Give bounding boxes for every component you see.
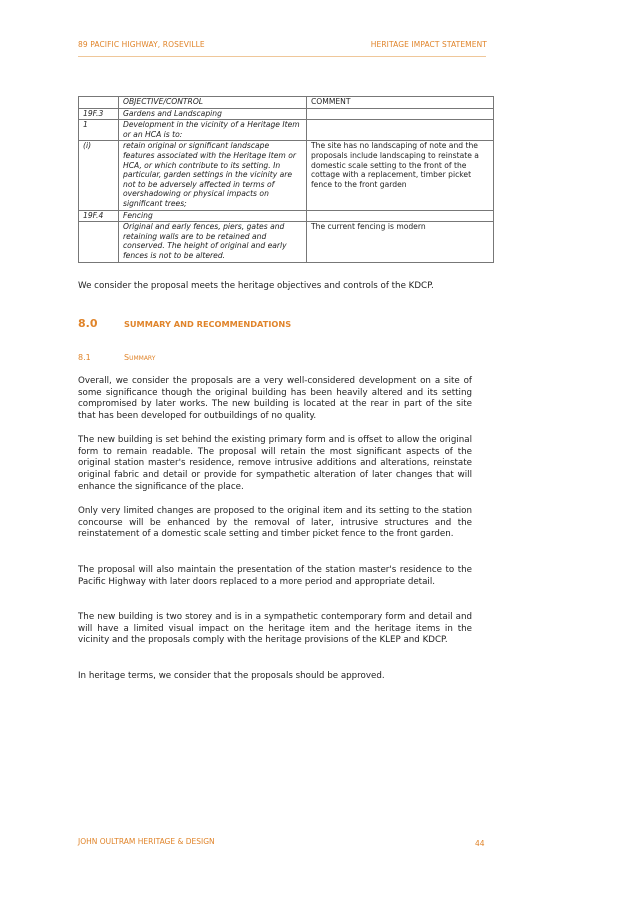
paragraph-two-storey: The new building is two storey and is in a sympathetic contemporary form and detail and will have a limited visual impact on the heritage item and the heritage items in the vicinity and the proposals comply with the heritage provisions of the KLEP and KDCP. bbox=[78, 612, 472, 646]
controls-table bbox=[78, 96, 494, 263]
table-row bbox=[79, 108, 494, 120]
row-objective: retain original or significant landscape features associated with the Heritage Item or HCA, or which contribute to its setting. In particular, garden settings in the vicinity are not to be adversely affected in terms of overshadowing or physical impacts on significant trees; bbox=[119, 141, 307, 210]
row-comment bbox=[307, 120, 494, 141]
table-header-row bbox=[79, 97, 494, 109]
row-comment bbox=[307, 210, 494, 222]
column-header-objective: OBJECTIVE/CONTROL bbox=[119, 97, 307, 109]
paragraph-conclusion: In heritage terms, we consider that the proposals should be approved. bbox=[78, 671, 385, 681]
row-id: 19F.4 bbox=[79, 210, 119, 222]
section-number: 8.0 bbox=[78, 317, 98, 330]
row-objective: Gardens and Landscaping bbox=[119, 108, 307, 120]
column-header-comment: COMMENT bbox=[307, 97, 494, 109]
subsection-number: 8.1 bbox=[78, 353, 91, 362]
row-id: 19F.3 bbox=[79, 108, 119, 120]
table-row bbox=[79, 222, 494, 262]
subsection-title: Summary bbox=[124, 353, 156, 362]
row-objective: Development in the vicinity of a Heritage Item or an HCA is to: bbox=[119, 120, 307, 141]
table-row bbox=[79, 120, 494, 141]
row-objective: Original and early fences, piers, gates and retaining walls are to be retained and conserved. The height of original and early fences is not to be altered. bbox=[119, 222, 307, 262]
row-comment: The current fencing is modern bbox=[307, 222, 494, 262]
row-id: 1 bbox=[79, 120, 119, 141]
after-table-paragraph: We consider the proposal meets the heritage objectives and controls of the KDCP. bbox=[78, 281, 434, 291]
page-number: 44 bbox=[475, 839, 485, 848]
table-cell bbox=[79, 97, 119, 109]
paragraph-overall: Overall, we consider the proposals are a very well-considered development on a site of some significance though the original building has been heavily altered and its setting compromised by later works. The new building is located at the rear in part of the site that has been developed for outbuildings of no quality. bbox=[78, 376, 472, 422]
paragraph-presentation: The proposal will also maintain the presentation of the station master's residence to the Pacific Highway with later doors replaced to a more period and appropriate detail. bbox=[78, 565, 472, 587]
section-title: SUMMARY AND RECOMMENDATIONS bbox=[124, 319, 292, 329]
row-comment: The site has no landscaping of note and the proposals include landscaping to reinstate a domestic scale setting to the front of the cottage with a replacement, timber picket fence to the front garden bbox=[307, 141, 494, 210]
paragraph-new-building: The new building is set behind the existing primary form and is offset to allow the original form to remain readable. The proposal will retain the most significant aspects of the original station master's residence, remove intrusive additions and alterations, reinstate original fabric and detail or provide for sympathetic alteration of later changes that will enhance the significance of the place. bbox=[78, 435, 472, 492]
header-rule bbox=[78, 56, 486, 57]
table-row bbox=[79, 210, 494, 222]
row-id: (i) bbox=[79, 141, 119, 210]
header-document-title: HERITAGE IMPACT STATEMENT bbox=[370, 40, 487, 49]
row-objective: Fencing bbox=[119, 210, 307, 222]
paragraph-limited-changes: Only very limited changes are proposed to the original item and its setting to the station concourse will be enhanced by the removal of later, intrusive structures and the reinstatement of a domestic scale setting and timber picket fence to the front garden. bbox=[78, 506, 472, 540]
row-id bbox=[79, 222, 119, 262]
row-comment bbox=[307, 108, 494, 120]
table-row bbox=[79, 141, 494, 210]
header-address: 89 PACIFIC HIGHWAY, ROSEVILLE bbox=[78, 40, 205, 49]
footer-company: JOHN OULTRAM HERITAGE & DESIGN bbox=[78, 837, 215, 846]
